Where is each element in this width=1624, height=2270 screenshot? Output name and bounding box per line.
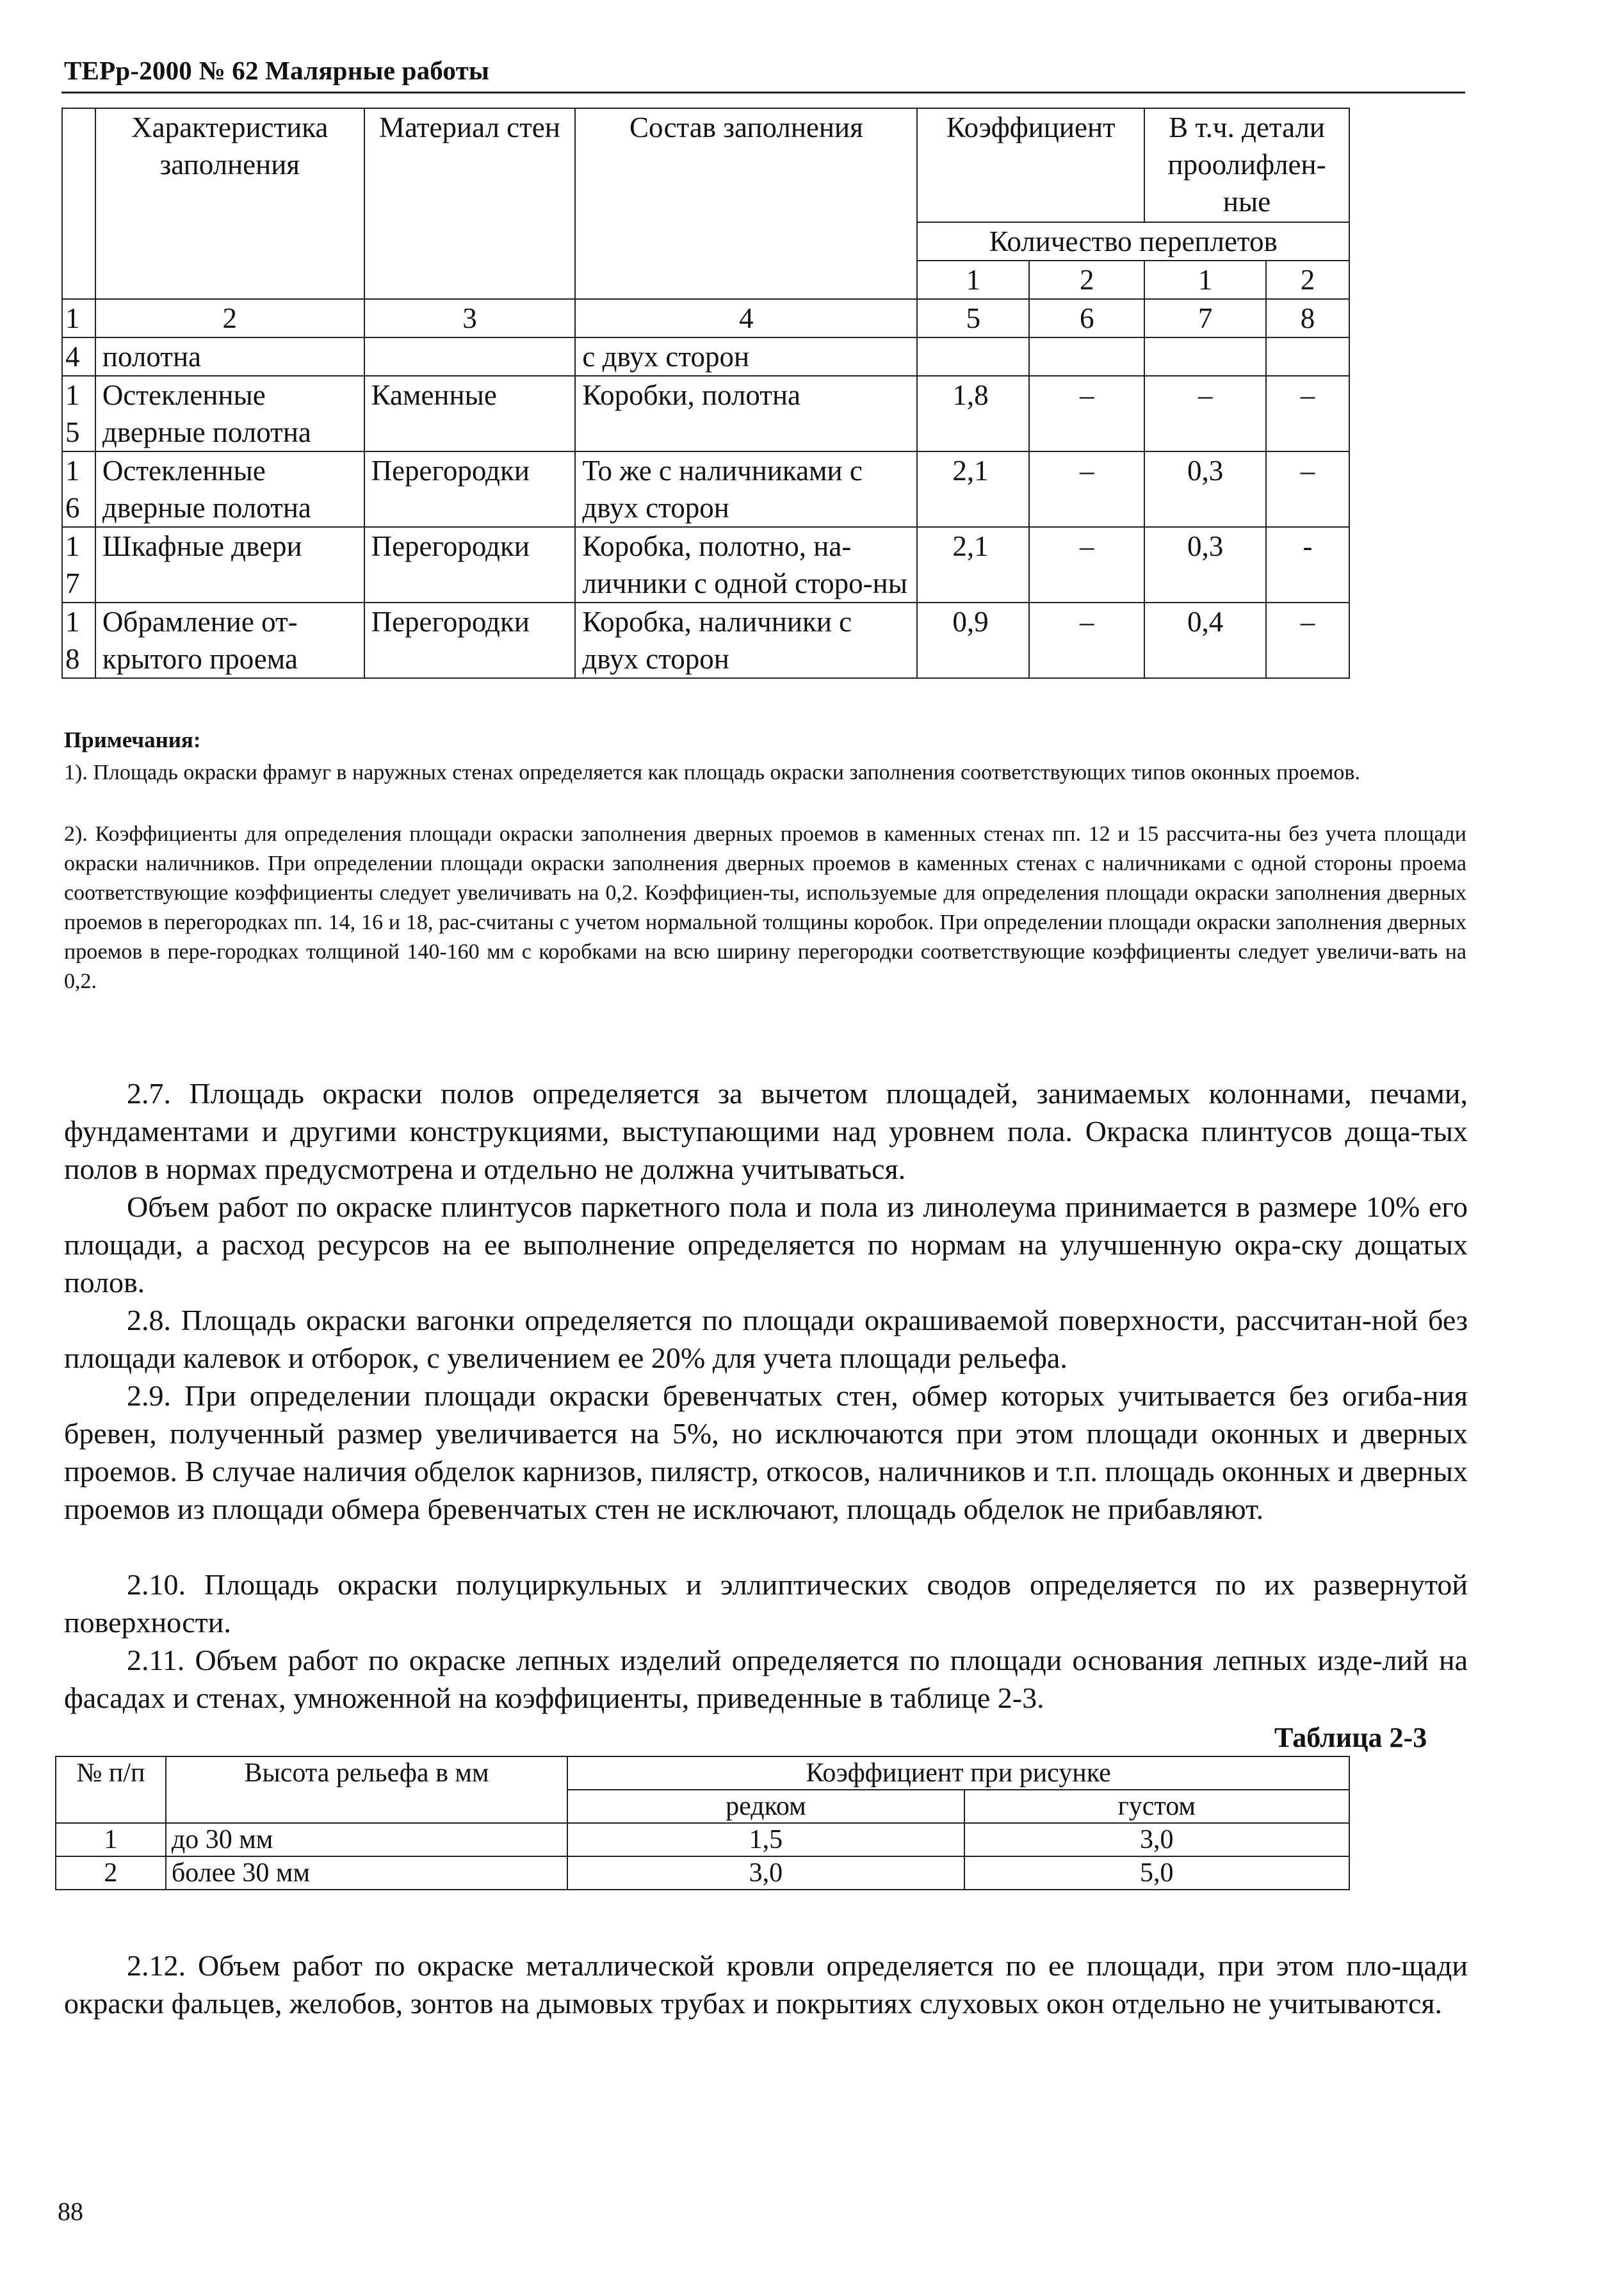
paragraph: 2.12. Объем работ по окраске металлической кровли определяется по ее площади, при этом пло-щади окраски фальцев, желобов, зонтов на дымовых трубах и покрытиях слуховых окон отдельно не учитываются. <box>64 1949 1468 2020</box>
table-row <box>62 527 1349 603</box>
header-num: № п/п <box>56 1756 166 1823</box>
header-coef: Коэффициент при рисунке <box>567 1756 1349 1790</box>
column-number: 4 <box>575 299 917 337</box>
row-dense: 5,0 <box>964 1856 1349 1890</box>
table-caption: Таблица 2-3 <box>1274 1722 1427 1753</box>
row-composition: Коробки, полотна <box>575 376 917 451</box>
row-num: 1 <box>56 1823 166 1856</box>
row-number: 1 5 <box>62 376 95 451</box>
row-details-2 <box>1266 337 1349 376</box>
row-material: Перегородки <box>364 527 576 603</box>
column-number: 8 <box>1266 299 1349 337</box>
header-frame-number: 2 <box>1266 261 1349 299</box>
header-height: Высота рельефа в мм <box>166 1756 567 1823</box>
paragraph: 2.11. Объем работ по окраске лепных изделий определяется по площади основания лепных изде-лий на фасадах и стенах, умноженной на коэффициенты, приведенные в таблице 2-3. <box>64 1644 1468 1714</box>
row-coef-2 <box>1029 337 1144 376</box>
row-characteristic: Остекленные дверные полотна <box>95 376 364 451</box>
table-row <box>56 1823 1349 1856</box>
header-material: Материал стен <box>364 108 576 299</box>
column-number: 6 <box>1029 299 1144 337</box>
note-item: 2). Коэффициенты для определения площади окраски заполнения дверных проемов в каменных стенах пп. 12 и 15 рассчита-ны без учета площади окраски наличников. При определении площади окраски заполнения дверных проемов в каменных стенах с наличниками с одной стороны проема соответствующие коэффициенты следует увеличивать на 0,2. Коэффициен-ты, используемые для определения площади окраски заполнения дверных проемов в перегородках пп. 14, 16 и 18, рас-считаны с учетом нормальной толщины коробок. При определении площади окраски заполнения дверных проемов в пере-городках толщиной 140-160 мм с коробками на всю ширину перегородки соответствующие коэффициенты следует увеличи-вать на 0,2. <box>64 822 1466 993</box>
paragraph: 2.7. Площадь окраски полов определяется за вычетом площадей, занимаемых колоннами, печами, фундаментами и другими конструкциями, выступающими над уровнем пола. Окраска плинтусов доща-тых полов в нормах предусмотрена и отдельно не должна учитываться. <box>64 1077 1468 1185</box>
row-coef-2: – <box>1029 603 1144 678</box>
paragraph: 2.9. При определении площади окраски бревенчатых стен, обмер которых учитывается без огиба-ния бревен, полученный размер увеличивается на 5%, но исключаются при этом площади оконных и дверных проемов. В случае наличия обделок карнизов, пилястр, откосов, наличников и т.п. площадь оконных и дверных проемов из площади обмера бревенчатых стен не исключают, площадь обделок не прибавляют. <box>64 1379 1468 1525</box>
row-details-2: – <box>1266 451 1349 527</box>
column-number: 2 <box>95 299 364 337</box>
row-details-2: - <box>1266 527 1349 603</box>
column-number: 1 <box>62 299 95 337</box>
row-details-2: – <box>1266 376 1349 451</box>
row-coef-1: 2,1 <box>917 451 1029 527</box>
paragraph: 2.8. Площадь окраски вагонки определяется по площади окрашиваемой поверхности, рассчитан-ной без площади калевок и отборок, с увеличением ее 20% для учета площади рельефа. <box>64 1304 1468 1374</box>
row-details-1: 0,3 <box>1144 527 1266 603</box>
column-number: 5 <box>917 299 1029 337</box>
header-frame-number: 2 <box>1029 261 1144 299</box>
column-number: 3 <box>364 299 576 337</box>
row-coef-1: 0,9 <box>917 603 1029 678</box>
row-characteristic: Обрамление от-крытого проема <box>95 603 364 678</box>
row-material: Перегородки <box>364 603 576 678</box>
row-characteristic: Шкафные двери <box>95 527 364 603</box>
row-composition: Коробка, полотно, на-личники с одной сторо-ны <box>575 527 917 603</box>
header-rare: редком <box>567 1790 964 1823</box>
coefficients-table <box>61 108 1350 679</box>
row-details-2: – <box>1266 603 1349 678</box>
row-composition: с двух сторон <box>575 337 917 376</box>
note-item: 1). Площадь окраски фрамуг в наружных стенах определяется как площадь окраски заполнения соответствующих типов оконных проемов. <box>64 761 1360 784</box>
row-coef-1: 2,1 <box>917 527 1029 603</box>
row-number: 1 8 <box>62 603 95 678</box>
row-composition: То же с наличниками с двух сторон <box>575 451 917 527</box>
row-composition: Коробка, наличники с двух сторон <box>575 603 917 678</box>
row-rare: 1,5 <box>567 1823 964 1856</box>
row-coef-2: – <box>1029 527 1144 603</box>
header-frame-number: 1 <box>917 261 1029 299</box>
row-number: 4 <box>62 337 95 376</box>
table-row <box>62 603 1349 678</box>
row-dense: 3,0 <box>964 1823 1349 1856</box>
header-frames-count: Количество переплетов <box>917 222 1349 261</box>
row-details-1 <box>1144 337 1266 376</box>
table-row <box>56 1856 1349 1890</box>
column-number: 7 <box>1144 299 1266 337</box>
table-row <box>62 376 1349 451</box>
row-number: 1 7 <box>62 527 95 603</box>
relief-coefficients-table <box>55 1756 1350 1890</box>
header-dense: густом <box>964 1790 1349 1823</box>
row-material <box>364 337 576 376</box>
table-header-row <box>56 1756 1349 1790</box>
row-details-1: 0,3 <box>1144 451 1266 527</box>
header-frame-number: 1 <box>1144 261 1266 299</box>
header-details: В т.ч. детали проолифлен-ные <box>1144 108 1349 222</box>
row-material: Каменные <box>364 376 576 451</box>
table-header-row <box>62 108 1349 222</box>
row-coef-2: – <box>1029 376 1144 451</box>
page-number: 88 <box>58 2197 83 2226</box>
row-material: Перегородки <box>364 451 576 527</box>
row-details-1: – <box>1144 376 1266 451</box>
header-coefficient: Коэффициент <box>917 108 1144 222</box>
running-header: ТЕРр-2000 № 62 Малярные работы <box>64 56 490 85</box>
paragraph: 2.10. Площадь окраски полуциркульных и эллиптических сводов определяется по их развернутой поверхности. <box>64 1568 1468 1639</box>
notes-title: Примечания: <box>64 727 201 752</box>
column-numbers-row <box>62 299 1349 337</box>
paragraph: Объем работ по окраске плинтусов паркетного пола и пола из линолеума принимается в размере 10% его площади, а расход ресурсов на ее выполнение определяется по нормам на улучшенную окра-ску дощатых полов. <box>64 1190 1468 1299</box>
header-cell-empty <box>62 108 95 299</box>
header-composition: Состав заполнения <box>575 108 917 299</box>
table-row <box>62 451 1349 527</box>
row-height: более 30 мм <box>166 1856 567 1890</box>
row-num: 2 <box>56 1856 166 1890</box>
row-rare: 3,0 <box>567 1856 964 1890</box>
row-characteristic: Остекленные дверные полотна <box>95 451 364 527</box>
row-coef-1: 1,8 <box>917 376 1029 451</box>
row-height: до 30 мм <box>166 1823 567 1856</box>
row-coef-2: – <box>1029 451 1144 527</box>
header-rule <box>61 92 1465 93</box>
header-characteristic: Характеристика заполнения <box>95 108 364 299</box>
table-row <box>62 337 1349 376</box>
row-number: 1 6 <box>62 451 95 527</box>
row-coef-1 <box>917 337 1029 376</box>
row-details-1: 0,4 <box>1144 603 1266 678</box>
row-characteristic: полотна <box>95 337 364 376</box>
